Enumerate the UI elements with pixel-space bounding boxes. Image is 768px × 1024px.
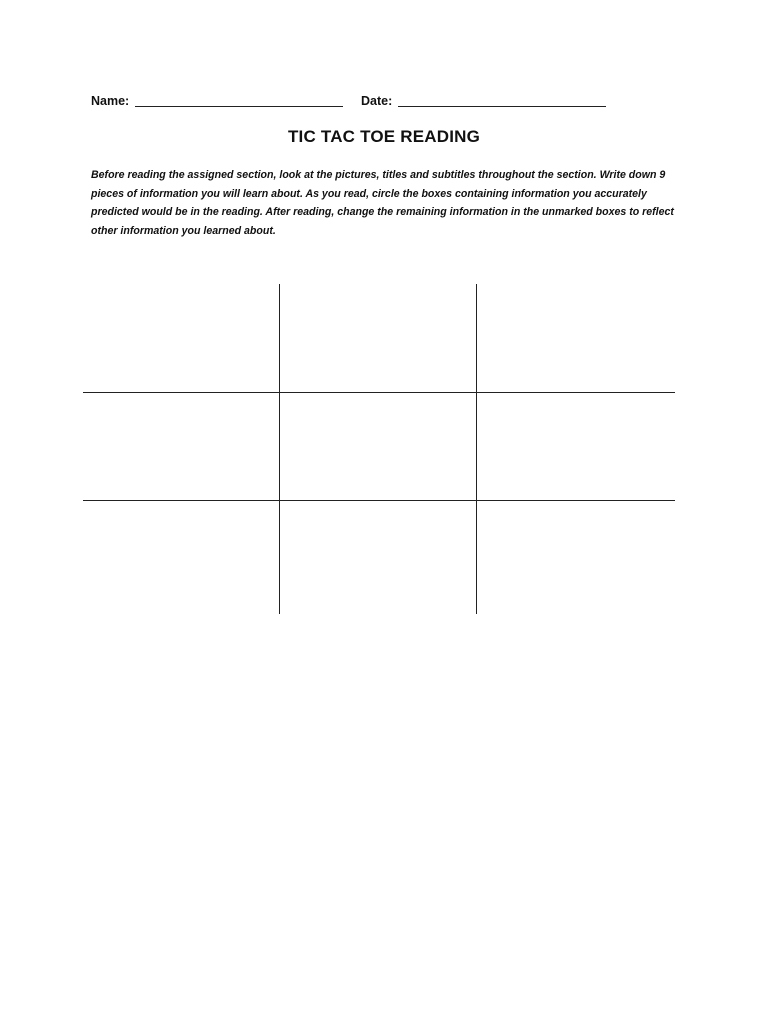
date-label: Date: — [361, 94, 393, 108]
grid-cell-3-1[interactable] — [83, 501, 280, 614]
grid-cell-1-3[interactable] — [477, 284, 675, 393]
page-title: TIC TAC TOE READING — [287, 127, 481, 146]
tic-tac-toe-grid — [83, 284, 675, 614]
name-field — [91, 93, 343, 109]
date-blank-line[interactable] — [398, 106, 606, 107]
grid-cell-2-3[interactable] — [477, 393, 675, 501]
date-field — [361, 93, 606, 109]
grid-cell-2-2[interactable] — [280, 393, 477, 501]
grid-cell-3-3[interactable] — [477, 501, 675, 614]
grid-cell-1-2[interactable] — [280, 284, 477, 393]
instructions-paragraph: Before reading the assigned section, look at the pictures, titles and subtitles throughout the section. Write down 9 pieces of information you will learn about. As you read, circle the boxes containing information you accurately predicted would be in the reading. After reading, change the remaining information in the unmarked boxes to reflect other information you learned about. — [91, 169, 674, 237]
grid-cell-2-1[interactable] — [83, 393, 280, 501]
name-blank-line[interactable] — [135, 106, 343, 107]
name-label: Name: — [91, 94, 130, 108]
grid-cell-1-1[interactable] — [83, 284, 280, 393]
grid-cell-3-2[interactable] — [280, 501, 477, 614]
header-row — [91, 93, 651, 113]
